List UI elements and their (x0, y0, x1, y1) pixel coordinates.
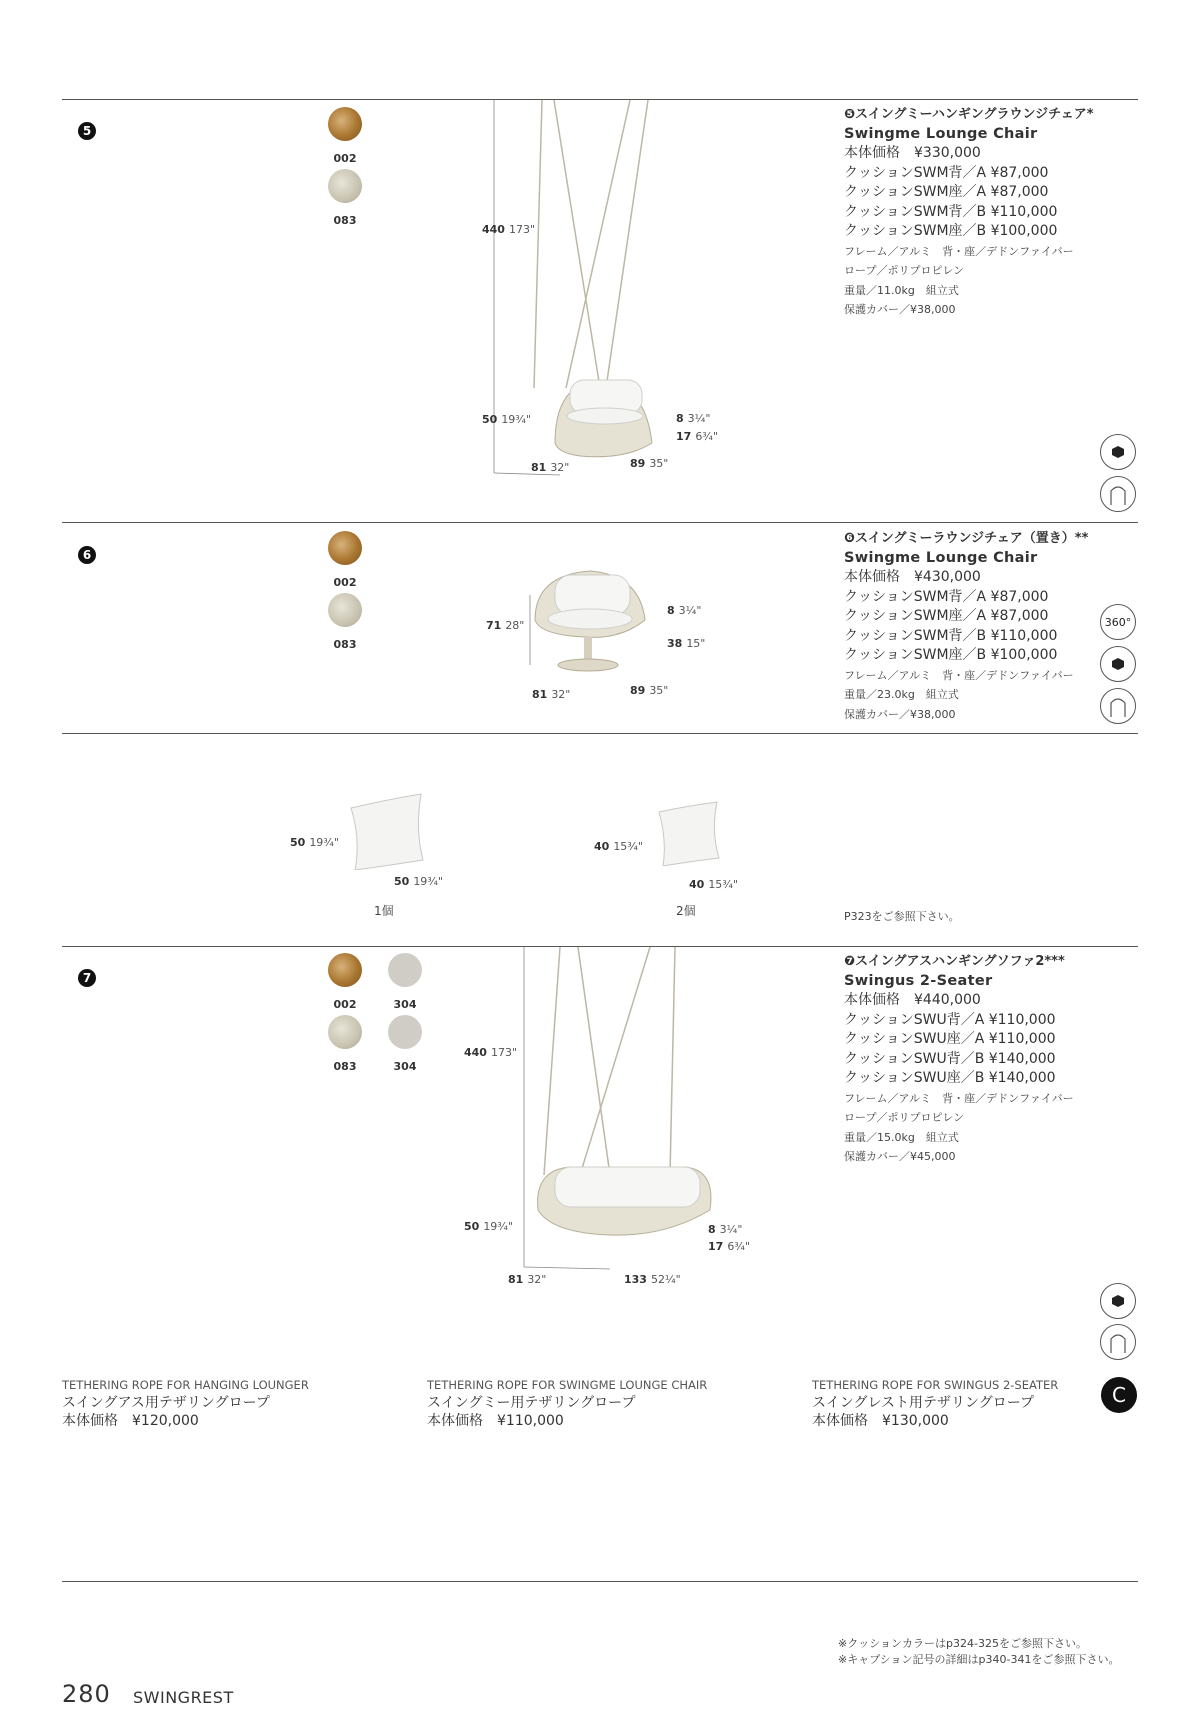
price-line: クッションSWM座／B ¥100,000 (844, 647, 1058, 663)
swatch-code: 304 (393, 1060, 417, 1073)
spec-line: フレーム／アルミ 背・座／デドンファイバー (844, 1091, 1074, 1105)
cover-icon (1100, 1324, 1136, 1360)
spec-line: 保護カバー／¥38,000 (844, 303, 956, 316)
price-line: クッションSWU座／A ¥110,000 (844, 1031, 1056, 1047)
price-line: 本体価格 ¥430,000 (844, 569, 981, 585)
height-dimension: 440 173" (464, 1046, 518, 1059)
spec-line: ロープ／ポリプロピレン (844, 1111, 965, 1124)
rope-name-en: TETHERING ROPE FOR HANGING LOUNGER (62, 1378, 309, 1392)
price-line: クッションSWM背／A ¥87,000 (844, 164, 1049, 181)
rotate-360-icon (1100, 604, 1136, 640)
cushion-dimension: 8 3¼" (708, 1223, 743, 1236)
rope-item (427, 1376, 707, 1430)
assembly-icon (1100, 646, 1136, 682)
color-swatch[interactable] (328, 593, 362, 627)
spec-line: 保護カバー／¥45,000 (844, 1150, 956, 1163)
depth-dimension: 81 32" (508, 1273, 547, 1286)
rope-item (812, 1376, 1058, 1430)
section-divider (62, 522, 1138, 523)
page-number: 280 (62, 1680, 111, 1708)
pillow-quantity: 2個 (676, 904, 696, 918)
category-badge: C (1101, 1377, 1137, 1413)
lounge-chair-image (520, 565, 670, 690)
price-line: クッションSWU背／B ¥140,000 (844, 1050, 1056, 1067)
spec-line: ロープ／ポリプロピレン (844, 264, 965, 277)
swatch-code: 083 (333, 214, 357, 227)
rope-price: 本体価格 ¥120,000 (62, 1413, 199, 1429)
height-dimension: 71 28" (486, 619, 525, 632)
swatch-code: 002 (333, 152, 357, 165)
pillow-width-dimension: 50 19¾" (394, 875, 444, 888)
pillow-small-image (655, 800, 721, 866)
depth-dimension: 81 32" (531, 461, 570, 474)
cover-icon (1100, 688, 1136, 724)
pillow-width-dimension: 40 15¾" (689, 878, 739, 891)
swatch-code: 304 (393, 998, 417, 1011)
product-title-jp: ❺スイングミーハンギングラウンジチェア* (844, 107, 1094, 122)
price-line: クッションSWM背／B ¥110,000 (844, 203, 1058, 220)
footnote-line: ※クッションカラーはp324-325をご参照下さい。 (838, 1637, 1087, 1650)
spec-line: フレーム／アルミ 背・座／デドンファイバー (844, 668, 1074, 682)
seat-height-dimension: 50 19¾" (464, 1220, 514, 1233)
rope-name-jp: スイングミー用テザリングロープ (427, 1395, 636, 1411)
pillow-height-dimension: 40 15¾" (594, 840, 644, 853)
product-title-en: Swingme Lounge Chair (844, 125, 1038, 142)
width-dimension: 89 35" (630, 457, 669, 470)
rotate-label: 360° (1104, 615, 1132, 629)
price-line: クッションSWM背／A ¥87,000 (844, 588, 1049, 605)
spec-line: 保護カバー／¥38,000 (844, 707, 956, 721)
item-number-badge: 7 (78, 969, 96, 987)
swatch-code: 002 (333, 576, 357, 589)
price-line: クッションSWM座／B ¥100,000 (844, 223, 1058, 239)
cushion-dimension: 17 6¾" (708, 1240, 751, 1253)
width-dimension: 133 52¼" (624, 1273, 681, 1286)
price-line: クッションSWM座／A ¥87,000 (844, 184, 1049, 200)
cushion-dimension: 8 3¼" (676, 412, 711, 425)
cover-icon (1100, 476, 1136, 512)
hanging-sofa-image (460, 945, 720, 1285)
section-divider (62, 1581, 1138, 1582)
product-info-5 (844, 105, 1094, 320)
product-title-jp: ❼スイングアスハンギングソファ2*** (844, 954, 1065, 969)
cushion-dimension: 17 6¾" (676, 430, 719, 443)
product-title-en: Swingme Lounge Chair (844, 549, 1038, 566)
spec-line: 重量／15.0kg 組立式 (844, 1130, 959, 1144)
swatch-code: 083 (333, 638, 357, 651)
footnotes (838, 1636, 1120, 1668)
spec-line: 重量／23.0kg 組立式 (844, 688, 959, 701)
rope-item (62, 1376, 309, 1430)
color-swatch[interactable] (388, 1015, 422, 1049)
width-dimension: 89 35" (630, 684, 669, 697)
product-title-en: Swingus 2-Seater (844, 972, 993, 989)
product-info-7 (844, 952, 1074, 1167)
price-line: 本体価格 ¥330,000 (844, 145, 981, 161)
rope-name-jp: スイングアス用テザリングロープ (62, 1395, 270, 1411)
rope-name-en: TETHERING ROPE FOR SWINGME LOUNGE CHAIR (427, 1378, 708, 1392)
color-swatch[interactable] (328, 531, 362, 565)
product-info-6 (844, 529, 1088, 724)
price-line: クッションSWU座／B ¥140,000 (844, 1070, 1056, 1086)
price-line: クッションSWU背／A ¥110,000 (844, 1011, 1056, 1028)
price-line: 本体価格 ¥440,000 (844, 992, 981, 1008)
color-swatch[interactable] (328, 1015, 362, 1049)
footnote-line: ※キャプション記号の詳細はp340-341をご参照下さい。 (838, 1653, 1120, 1666)
rope-name-jp: スイングレスト用テザリングロープ (812, 1395, 1035, 1411)
price-line: クッションSWM座／A ¥87,000 (844, 608, 1049, 624)
assembly-icon (1100, 1283, 1136, 1319)
height-dimension: 440 173" (482, 223, 536, 236)
spec-line: 重量／11.0kg 組立式 (844, 283, 959, 297)
swatch-code: 002 (333, 998, 357, 1011)
section-divider (62, 733, 1138, 734)
color-swatch[interactable] (328, 107, 362, 141)
hanging-chair-image (430, 98, 690, 498)
rope-name-en: TETHERING ROPE FOR SWINGUS 2-SEATER (812, 1378, 1059, 1392)
seat-height-dimension: 50 19¾" (482, 413, 532, 426)
color-swatch[interactable] (328, 169, 362, 203)
pillow-large-image (345, 790, 425, 870)
color-swatch[interactable] (328, 953, 362, 987)
depth-dimension: 81 32" (532, 688, 571, 701)
price-line: クッションSWM背／B ¥110,000 (844, 627, 1058, 644)
color-swatch[interactable] (388, 953, 422, 987)
pillow-height-dimension: 50 19¾" (290, 836, 340, 849)
reference-note: P323をご参照下さい。 (844, 910, 960, 923)
assembly-icon (1100, 434, 1136, 470)
pillow-quantity: 1個 (374, 904, 394, 918)
seat-height-dimension: 38 15" (667, 637, 706, 650)
rope-price: 本体価格 ¥130,000 (812, 1413, 949, 1429)
spec-line: フレーム／アルミ 背・座／デドンファイバー (844, 244, 1074, 258)
rope-price: 本体価格 ¥110,000 (427, 1413, 564, 1429)
item-number-badge: 5 (78, 122, 96, 140)
brand-name: SWINGREST (133, 1688, 234, 1707)
cushion-dimension: 8 3¼" (667, 604, 702, 617)
swatch-code: 083 (333, 1060, 357, 1073)
product-title-jp: ❻スイングミーラウンジチェア（置き）** (844, 531, 1089, 546)
item-number-badge: 6 (78, 546, 96, 564)
